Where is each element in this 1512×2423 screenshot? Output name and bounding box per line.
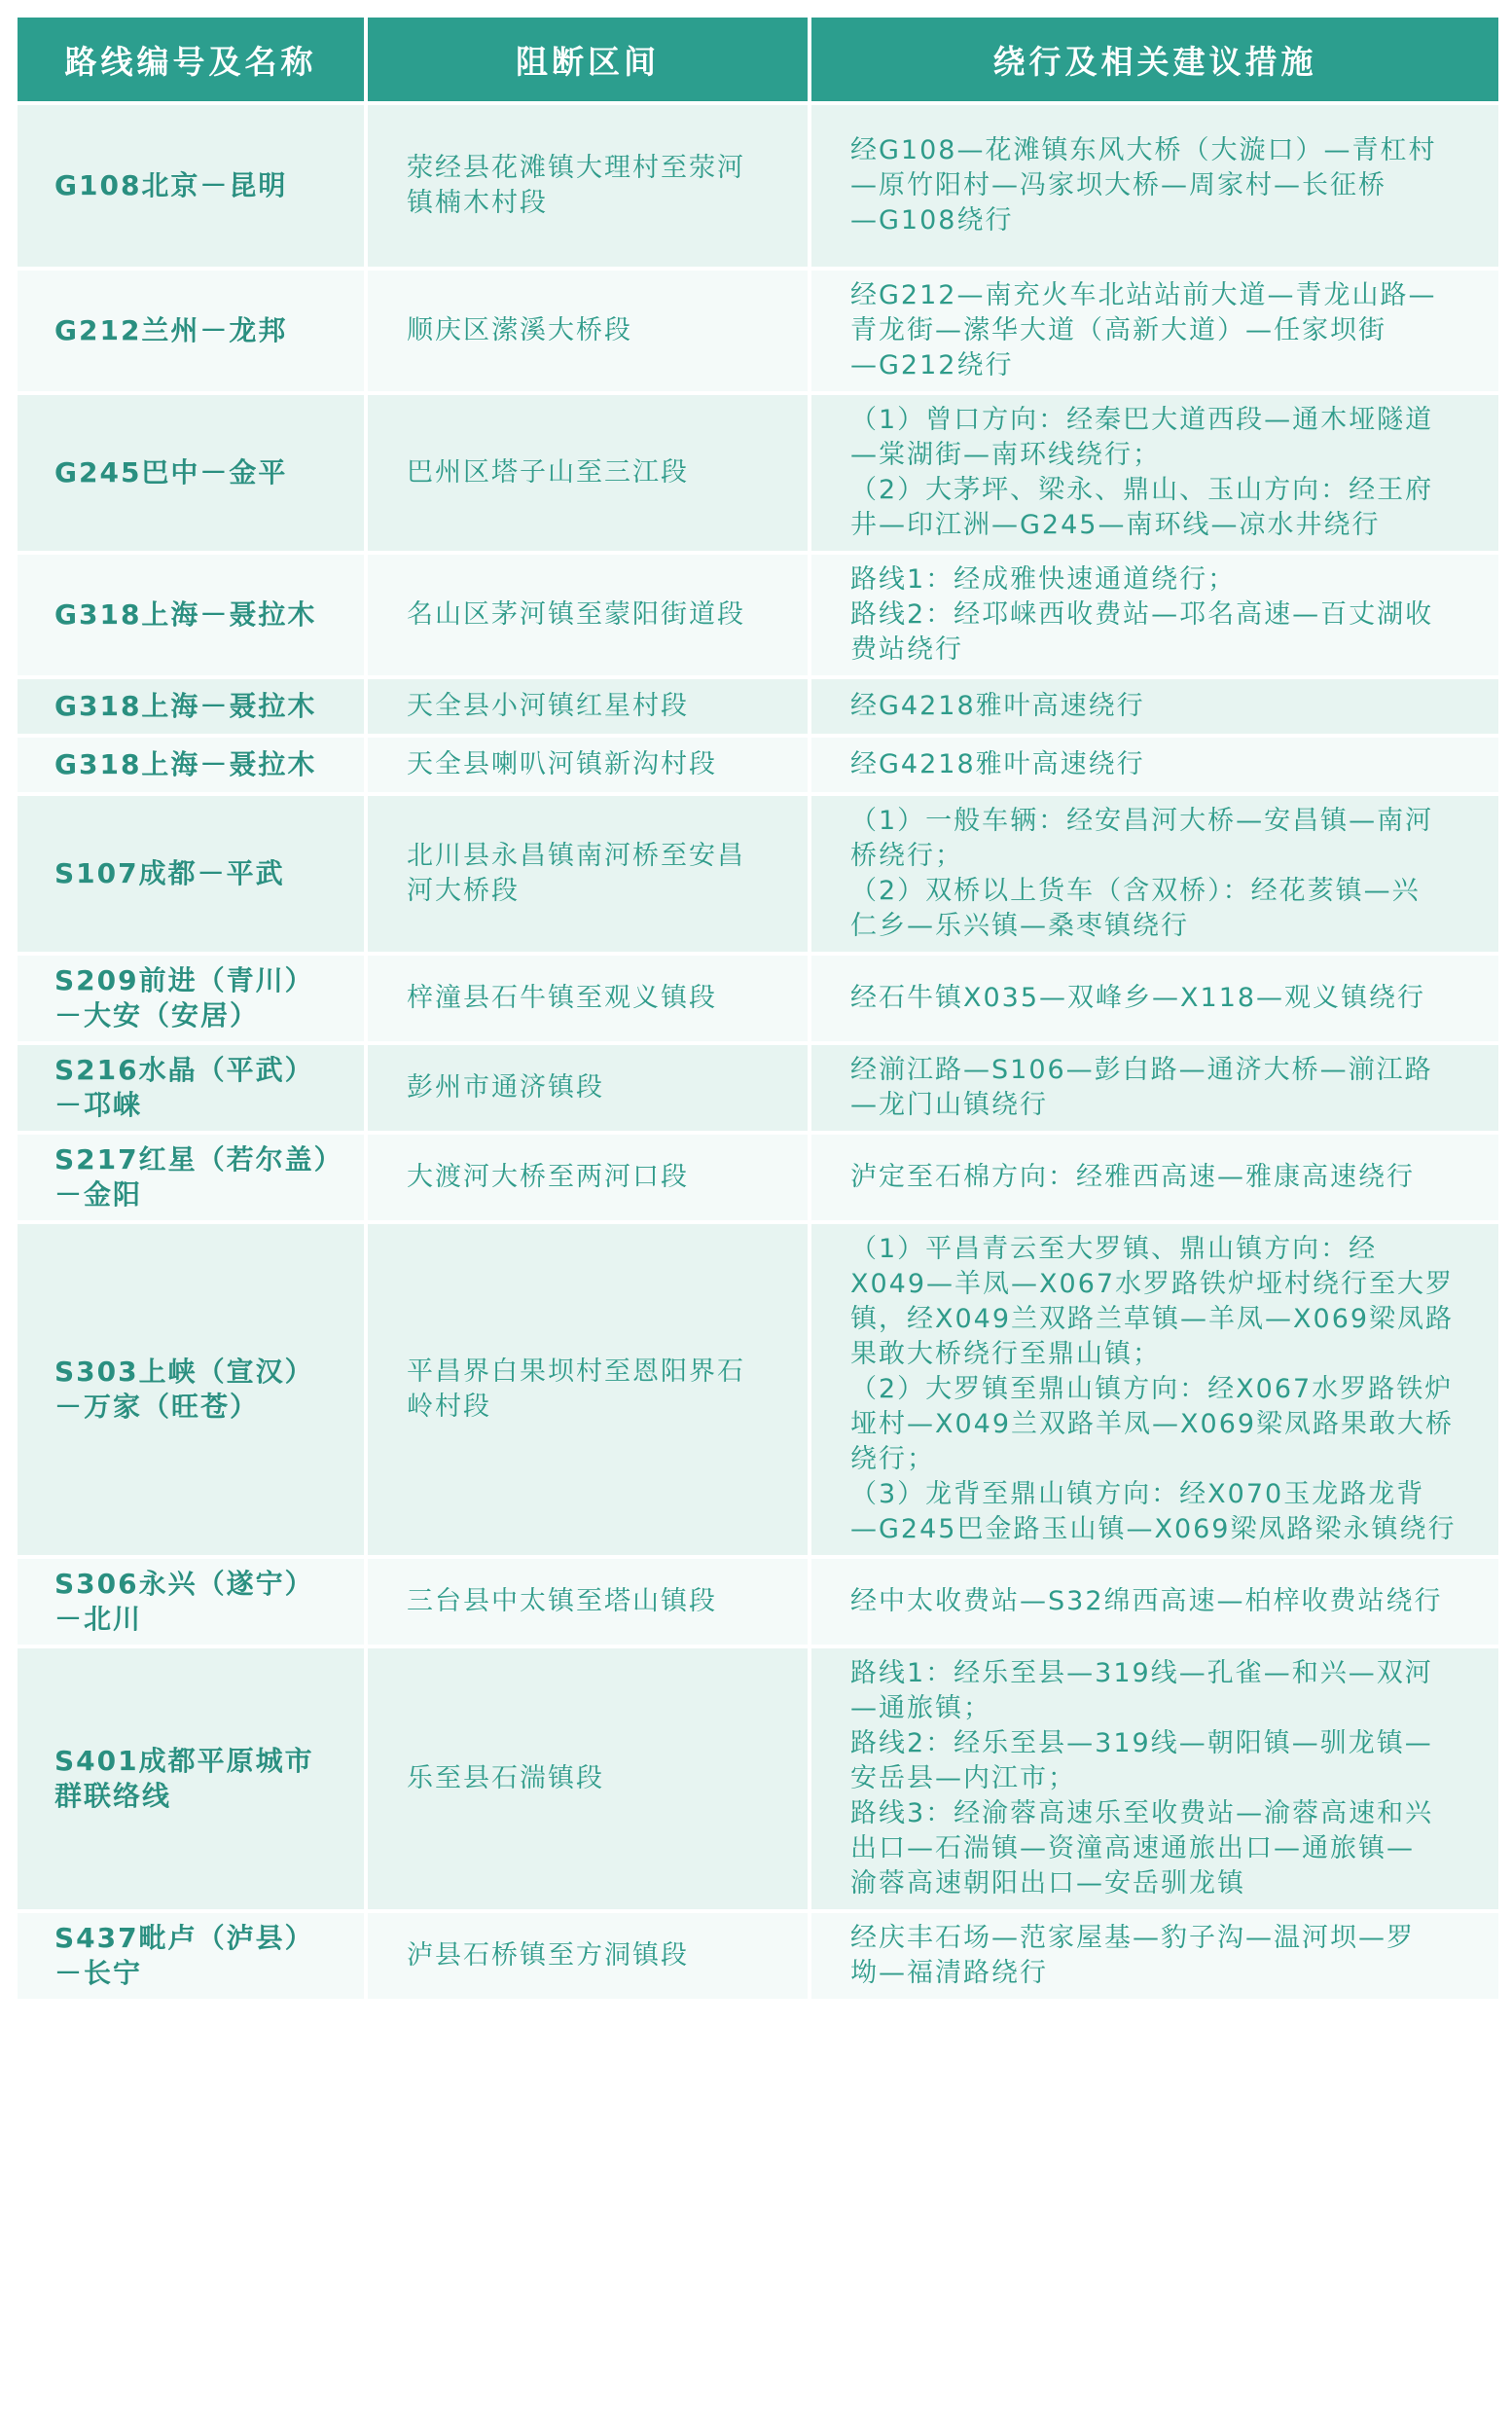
detour-cell-line: —通旅镇； [850,1693,991,1723]
section-cell [368,738,808,792]
section-cell-line: 岭村段 [407,1392,491,1422]
detour-cell-line: —G108绕行 [850,205,1014,235]
detour-cell-line: X049—羊凤—X067水罗路铁炉垭村绕行至大罗 [850,1269,1455,1299]
detour-cell [811,956,1498,1041]
detour-cell-line: 路线2：经邛崃西收费站—邛名高速—百丈湖收 [850,599,1434,630]
detour-cell-line: —原竹阳村—冯家坝大桥—周家村—长征桥 [850,170,1386,200]
route-cell-line: G212兰州－龙邦 [54,314,288,346]
detour-cell-line: 路线1：经成雅快速通道绕行； [850,564,1237,595]
section-cell [368,271,808,391]
section-cell [368,956,808,1041]
route-cell-line: －邛崃 [54,1089,143,1121]
section-cell-line: 名山区茅河镇至蒙阳街道段 [407,599,745,630]
detour-cell [811,555,1498,675]
table-row [18,1559,1498,1645]
route-cell [18,105,364,267]
detour-cell-line: 果敢大桥绕行至鼎山镇； [850,1339,1161,1369]
route-cell [18,738,364,792]
route-cell-line: S437毗卢（泸县） [54,1922,314,1954]
detour-cell-line: （1）一般车辆：经安昌河大桥—安昌镇—南河 [850,806,1434,836]
detour-cell-line: 路线2：经乐至县—319线—朝阳镇—驯龙镇— [850,1728,1433,1758]
header-detour: 绕行及相关建议措施 [811,18,1498,101]
detour-cell-line: 经庆丰石场—范家屋基—豹子沟—温河坝—罗 [850,1923,1415,1953]
detour-cell-line: —棠湖街—南环线绕行； [850,440,1161,470]
table-row [18,105,1498,267]
route-cell [18,1648,364,1909]
route-cell [18,271,364,391]
route-cell-line: G108北京－昆明 [54,169,288,201]
detour-cell [811,395,1498,551]
section-cell [368,1224,808,1555]
road-closure-table [14,14,1502,2003]
route-cell-line: S209前进（青川） [54,964,314,996]
detour-cell-line: 安岳县—内江市； [850,1763,1076,1793]
section-cell [368,555,808,675]
section-cell [368,395,808,551]
detour-cell [811,1648,1498,1909]
detour-cell-line: 坳—福清路绕行 [850,1958,1048,1988]
route-cell-line: S216水晶（平武） [54,1054,314,1086]
section-cell-line: 镇楠木村段 [407,188,548,218]
detour-cell [811,1559,1498,1645]
detour-cell-line: 路线3：经渝蓉高速乐至收费站—渝蓉高速和兴 [850,1798,1434,1828]
table-body [18,105,1498,1999]
route-cell-line: S217红星（若尔盖） [54,1143,343,1175]
section-cell [368,1045,808,1131]
section-cell-line: 大渡河大桥至两河口段 [407,1162,689,1192]
section-cell-line: 彭州市通济镇段 [407,1072,604,1103]
table-row [18,1224,1498,1555]
header-section: 阻断区间 [368,18,808,101]
route-cell [18,1559,364,1645]
route-cell-line: S306永兴（遂宁） [54,1568,314,1600]
detour-cell [811,796,1498,952]
detour-cell-line: 出口—石湍镇—资潼高速通旅出口—通旅镇— [850,1833,1415,1863]
table-row [18,679,1498,734]
header-route: 路线编号及名称 [18,18,364,101]
detour-cell [811,1224,1498,1555]
detour-cell-line: 经G212—南充火车北站站前大道—青龙山路— [850,280,1437,310]
route-cell-line: －万家（旺苍） [54,1391,260,1423]
detour-cell-line: 绕行； [850,1444,935,1474]
table-row [18,1648,1498,1909]
detour-cell-line: 桥绕行； [850,841,963,871]
route-cell-line: S107成都－平武 [54,857,285,889]
section-cell-line: 泸县石桥镇至方洞镇段 [407,1940,689,1971]
detour-cell-line: 经G108—花滩镇东风大桥（大漩口）—青杠村 [850,135,1437,165]
detour-cell-line: （2）大茅坪、梁永、鼎山、玉山方向：经王府 [850,475,1434,505]
section-cell [368,1648,808,1909]
detour-cell-line: 镇，经X049兰双路兰草镇—羊凤—X069梁凤路 [850,1304,1455,1334]
detour-cell-line: —G212绕行 [850,350,1014,380]
table-row [18,1135,1498,1220]
section-cell-line: 河大桥段 [407,876,520,906]
detour-cell-line: —龙门山镇绕行 [850,1090,1048,1120]
section-cell [368,679,808,734]
route-cell-line: S303上峡（宣汉） [54,1356,314,1388]
detour-cell [811,679,1498,734]
detour-cell [811,105,1498,267]
table-row [18,555,1498,675]
detour-cell [811,1913,1498,1999]
table-row [18,796,1498,952]
section-cell-line: 乐至县石湍镇段 [407,1763,604,1793]
detour-cell-line: 经石牛镇X035—双峰乡—X118—观义镇绕行 [850,983,1426,1013]
route-cell-line: G318上海－聂拉木 [54,690,317,722]
section-cell [368,105,808,267]
detour-cell-line: 井—印江洲—G245—南环线—凉水井绕行 [850,510,1381,540]
route-cell [18,555,364,675]
detour-cell-line: —G245巴金路玉山镇—X069梁凤路梁永镇绕行 [850,1514,1457,1544]
detour-cell-line: 渝蓉高速朝阳出口—安岳驯龙镇 [850,1868,1245,1899]
route-cell [18,1224,364,1555]
table-header-row [18,18,1498,101]
section-cell-line: 天全县喇叭河镇新沟村段 [407,749,717,779]
table-row [18,738,1498,792]
section-cell-line: 巴州区塔子山至三江段 [407,457,689,488]
route-cell [18,1045,364,1131]
detour-cell-line: （2）大罗镇至鼎山镇方向：经X067水罗路铁炉 [850,1374,1454,1404]
route-cell [18,1913,364,1999]
route-cell [18,679,364,734]
route-cell [18,796,364,952]
route-cell-line: －金阳 [54,1178,143,1211]
section-cell-line: 三台县中太镇至塔山镇段 [407,1586,717,1616]
section-cell-line: 天全县小河镇红星村段 [407,691,689,721]
route-cell-line: 群联络线 [54,1780,172,1812]
route-cell-line: G318上海－聂拉木 [54,598,317,631]
section-cell-line: 北川县永昌镇南河桥至安昌 [407,841,745,871]
route-cell-line: －大安（安居） [54,999,260,1031]
detour-cell-line: 经湔江路—S106—彭白路—通济大桥—湔江路 [850,1055,1433,1085]
section-cell-line: 顺庆区潆溪大桥段 [407,315,632,345]
section-cell-line: 梓潼县石牛镇至观义镇段 [407,983,717,1013]
route-cell-line: S401成都平原城市 [54,1745,314,1777]
section-cell-line: 平昌界白果坝村至恩阳界石 [407,1356,745,1387]
detour-cell [811,738,1498,792]
detour-cell-line: 经G4218雅叶高速绕行 [850,691,1145,721]
section-cell [368,1559,808,1645]
detour-cell-line: （2）双桥以上货车（含双桥）：经花荄镇—兴 [850,876,1421,906]
section-cell [368,1135,808,1220]
detour-cell-line: （1）曾口方向：经秦巴大道西段—通木垭隧道 [850,405,1434,435]
detour-cell-line: 经中太收费站—S32绵西高速—柏梓收费站绕行 [850,1586,1443,1616]
route-cell-line: －北川 [54,1603,143,1635]
detour-cell-line: 仁乡—乐兴镇—桑枣镇绕行 [850,911,1189,941]
route-cell [18,1135,364,1220]
route-cell-line: G318上海－聂拉木 [54,748,317,780]
section-cell [368,1913,808,1999]
route-cell [18,956,364,1041]
route-cell-line: －长宁 [54,1957,143,1989]
table-row [18,1913,1498,1999]
detour-cell [811,271,1498,391]
detour-cell-line: 路线1：经乐至县—319线—孔雀—和兴—双河 [850,1658,1433,1688]
table-row [18,1045,1498,1131]
detour-cell-line: 费站绕行 [850,634,963,665]
section-cell-line: 荥经县花滩镇大理村至荥河 [407,153,745,183]
route-cell-line: G245巴中－金平 [54,456,288,488]
detour-cell-line: （3）龙背至鼎山镇方向：经X070玉龙路龙背 [850,1479,1425,1509]
detour-cell-line: 垭村—X049兰双路羊凤—X069梁凤路果敢大桥 [850,1409,1455,1439]
detour-cell-line: 青龙街—潆华大道（高新大道）—任家坝街 [850,315,1386,345]
table-row [18,271,1498,391]
detour-cell [811,1135,1498,1220]
section-cell [368,796,808,952]
detour-cell-line: （1）平昌青云至大罗镇、鼎山镇方向：经 [850,1234,1378,1264]
detour-cell-line: 经G4218雅叶高速绕行 [850,749,1145,779]
table-row [18,956,1498,1041]
detour-cell [811,1045,1498,1131]
table-row [18,395,1498,551]
detour-cell-line: 泸定至石棉方向：经雅西高速—雅康高速绕行 [850,1162,1415,1192]
route-cell [18,395,364,551]
